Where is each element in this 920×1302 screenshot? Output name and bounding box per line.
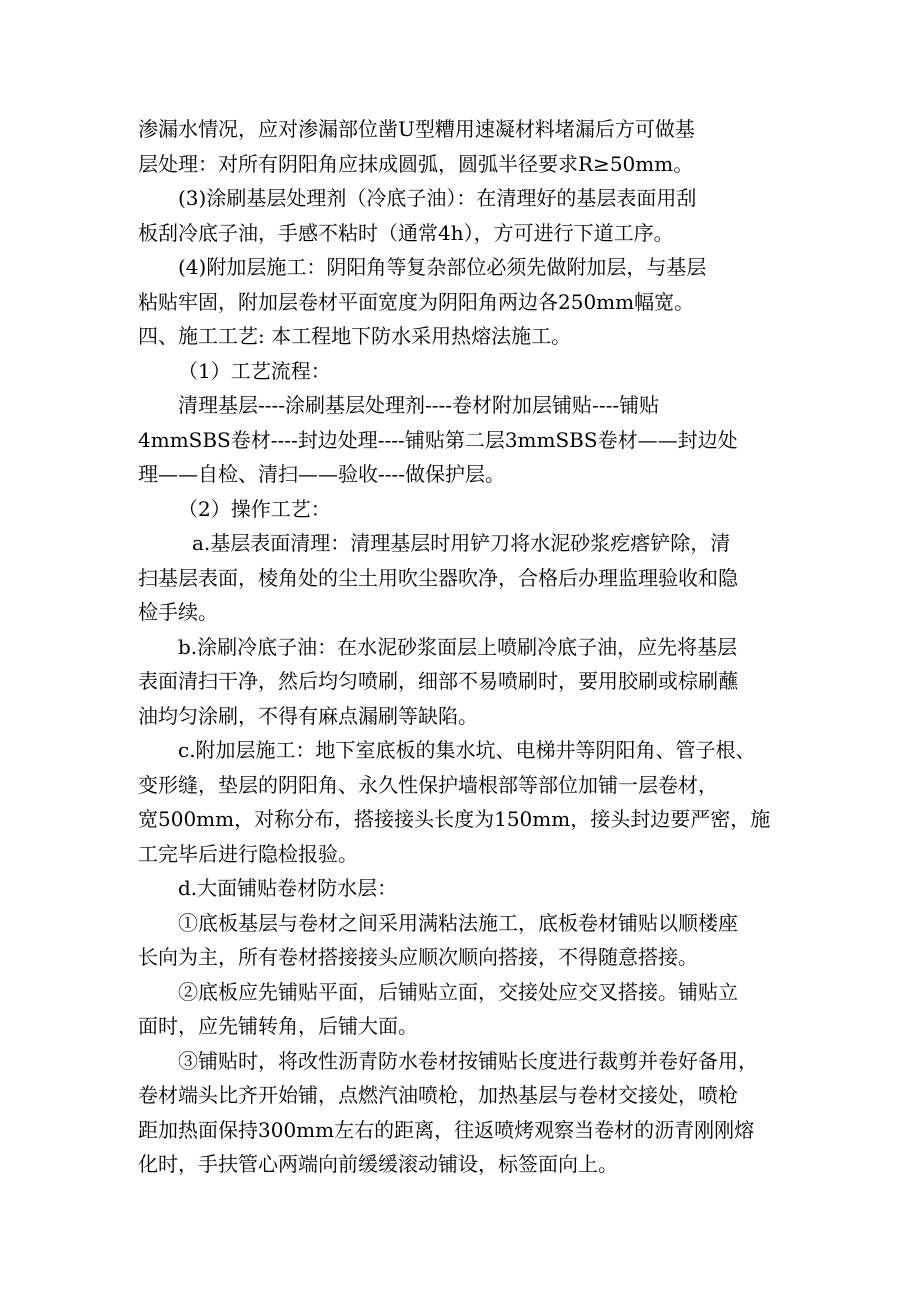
text-line: （1）工艺流程： <box>178 358 331 383</box>
text-line: 长向为主，所有卷材搭接接头应顺次顺向搭接，不得随意搭接。 <box>138 945 698 969</box>
text-line: a.基层表面清理：清理基层时用铲刀将水泥砂浆疙瘩铲除，清 <box>192 531 731 555</box>
text-line: 面时，应先铺转角，后铺大面。 <box>138 1014 418 1038</box>
text-line: 扫基层表面，棱角处的尘土用吹尘器吹净，合格后办理监理验收和隐 <box>138 565 738 590</box>
text-line: ③铺贴时，将改性沥青防水卷材按铺贴长度进行裁剪并卷好备用， <box>178 1048 758 1073</box>
text-line: 变形缝，垫层的阴阳角、永久性保护墙根部等部位加铺一层卷材， <box>138 772 718 797</box>
text-line: 工完毕后进行隐检报验。 <box>138 841 358 866</box>
text-line: 表面清扫干净，然后均匀喷刷，细部不易喷刷时，要用胶刷或棕刷蘸 <box>138 669 738 693</box>
body-text <box>138 112 818 1182</box>
text-line: d.大面铺贴卷材防水层： <box>178 876 398 900</box>
text-line: 化时，手扶管心两端向前缓缓滚动铺设，标签面向上。 <box>138 1152 618 1176</box>
text-line: (3)涂刷基层处理剂（冷底子油）：在清理好的基层表面用刮 <box>178 186 697 210</box>
text-line: 宽500mm，对称分布，搭接接头长度为150mm，接头封边要严密，施 <box>138 807 771 831</box>
text-line: 4mmSBS卷材----封边处理----铺贴第二层3mmSBS卷材——封边处 <box>138 427 738 452</box>
text-line: 油均匀涂刷，不得有麻点漏刷等缺陷。 <box>138 703 478 728</box>
text-line: 板刮冷底子油，手感不粘时（通常4h），方可进行下道工序。 <box>138 220 674 245</box>
text-line: ②底板应先铺贴平面，后铺贴立面，交接处应交叉搭接。铺贴立 <box>178 979 738 1004</box>
text-line: 理——自检、清扫——验收----做保护层。 <box>138 462 506 486</box>
text-line: c.附加层施工：地下室底板的集水坑、电梯井等阴阳角、管子根、 <box>178 738 756 762</box>
text-line: 层处理：对所有阴阳角应抹成圆弧，圆弧半径要求R≥50mm。 <box>138 151 694 176</box>
text-line: （2）操作工艺： <box>178 496 331 521</box>
text-line: 卷材端头比齐开始铺，点燃汽油喷枪，加热基层与卷材交接处，喷枪 <box>138 1083 738 1107</box>
text-line: 粘贴牢固，附加层卷材平面宽度为阴阳角两边各250mm幅宽。 <box>138 289 695 314</box>
text-line: 四、施工工艺: 本工程地下防水采用热熔法施工。 <box>138 324 572 348</box>
text-line: b.涂刷冷底子油：在水泥砂浆面层上喷刷冷底子油，应先将基层 <box>178 634 738 659</box>
text-line: 检手续。 <box>138 600 218 624</box>
text-line: (4)附加层施工：阴阳角等复杂部位必须先做附加层，与基层 <box>178 255 707 279</box>
text-line: ①底板基层与卷材之间采用满粘法施工，底板卷材铺贴以顺楼座 <box>178 910 738 935</box>
text-line: 清理基层----涂刷基层处理剂----卷材附加层铺贴----铺贴 <box>178 393 660 417</box>
text-line: 渗漏水情况，应对渗漏部位凿U型糟用速凝材料堵漏后方可做基 <box>138 117 695 141</box>
text-line: 距加热面保持300mm左右的距离，往返喷烤观察当卷材的沥青刚刚熔 <box>138 1117 755 1142</box>
